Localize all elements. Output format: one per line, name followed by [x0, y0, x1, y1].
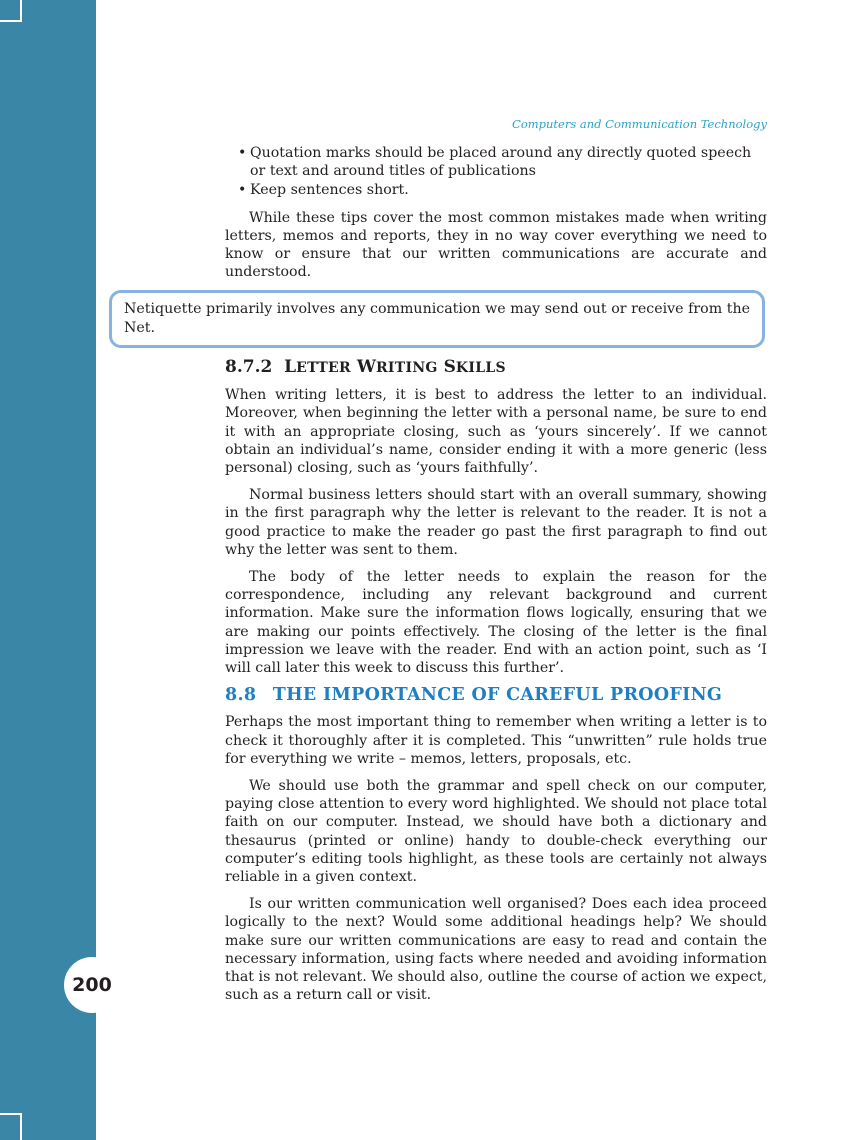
list-item: • Quotation marks should be placed around any directly quoted speech or text and around titles of publications	[238, 145, 752, 180]
crop-mark-top	[0, 0, 22, 22]
subsection-title: LETTER WRITING SKILLS	[284, 357, 506, 377]
callout-box: Netiquette primarily involves any communication we may send out or receive from the Net.	[109, 290, 765, 348]
section-title: THE IMPORTANCE OF CAREFUL PROOFING	[272, 685, 723, 706]
page-number: 200	[64, 957, 120, 1013]
paragraph: Is our written communication well organised? Does each idea proceed logically to the next? Would some additional headings help? We should make sure our written communications are easy to read and contain the necessary information, using facts where needed and avoiding information that is not relevant. We should also, outline the course of action we expect, such as a return call or visit.	[225, 896, 767, 1004]
top-text-block	[225, 144, 767, 290]
bullet-list	[225, 144, 767, 200]
running-head: Computers and Communication Technology	[512, 117, 767, 131]
paragraph: Perhaps the most important thing to remember when writing a letter is to check it thoroughly after it is completed. This “unwritten” rule holds true for everything we write – memos, letters, proposals, etc.	[225, 714, 767, 767]
section-heading	[225, 686, 767, 704]
paragraph: We should use both the grammar and spell check on our computer, paying close attention to every word highlighted. We should not place total faith on our computer. Instead, we should have both a dictionary and thesaurus (printed or online) handy to double-check everything our computer’s editing tools highlight, as these tools are certainly not always reliable in a given context.	[225, 778, 767, 886]
list-item: • Keep sentences short.	[238, 182, 409, 199]
paragraph: Normal business letters should start with an overall summary, showing in the first paragraph why the letter is relevant to the reader. It is not a good practice to make the reader go past the first paragraph to find out why the letter was sent to them.	[225, 487, 767, 558]
main-text-block	[225, 358, 767, 1014]
crop-mark-bottom	[0, 1113, 22, 1140]
subsection-number: 8.7.2	[225, 357, 273, 377]
paragraph: The body of the letter needs to explain the reason for the correspondence, including any relevant background and current information. Make sure the information flows logically, ensuring that we are making our points effectively. The closing of the letter is the final impression we leave with the reader. End with an action point, such as ‘I will call later this week to discuss this further’.	[225, 569, 767, 677]
paragraph: When writing letters, it is best to address the letter to an individual. Moreover, when beginning the letter with a personal name, be sure to end it with an appropriate closing, such as ‘yours sincerely’. If we cannot obtain an individual’s name, consider ending it with a more generic (less personal) closing, such as ‘yours faithfully’.	[225, 387, 767, 477]
paragraph: While these tips cover the most common mistakes made when writing letters, memos and reports, they in no way cover everything we need to know or ensure that our written communications are accurate and understood.	[225, 209, 767, 281]
subsection-heading	[225, 358, 767, 377]
section-number: 8.8	[225, 685, 257, 706]
